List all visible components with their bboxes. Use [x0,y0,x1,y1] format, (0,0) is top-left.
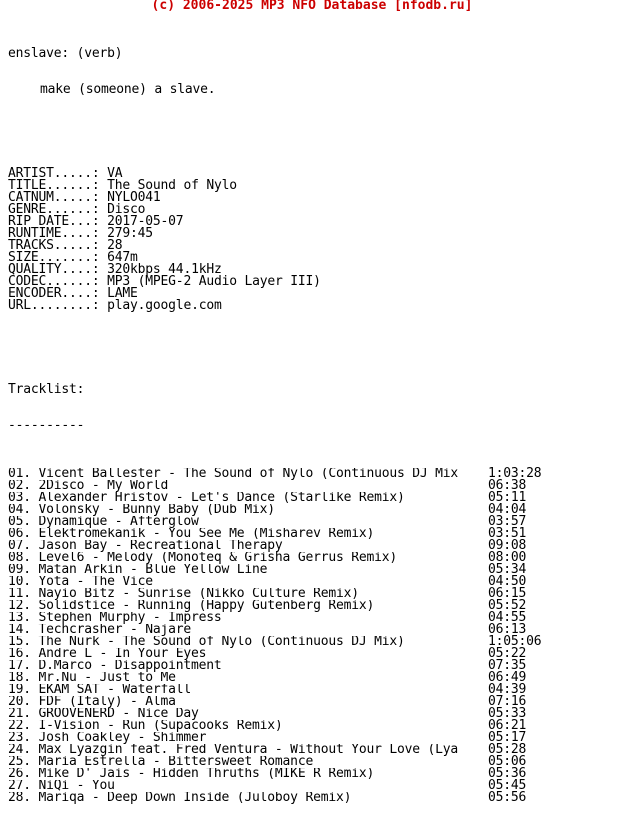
track-time: 05:06 [488,754,527,769]
definition-meaning: make (someone) a slave. [40,82,216,97]
info-value: NYLO041 [107,190,161,205]
track-time: 04:39 [488,682,527,697]
track-title: 05. Dynamique - Afterglow [8,516,199,528]
tracklist [8,468,618,804]
info-value: play.google.com [107,298,222,313]
track-time: 1:05:06 [488,634,542,649]
track-row [8,552,618,564]
track-title: 21. GROOVENERD - Nice Day [8,708,199,720]
track-title: 22. I-Vision - Run (Supacooks Remix) [8,720,283,732]
track-time: 06:21 [488,718,527,733]
track-row [8,780,618,792]
track-row [8,624,618,636]
track-row [8,744,618,756]
track-title: 07. Jason Bay - Recreational Therapy [8,540,283,552]
track-row [8,732,618,744]
track-title: 02. 2Disco - My World [8,480,169,492]
track-row [8,792,618,804]
tracklist-heading: Tracklist: [8,382,85,397]
track-row [8,756,618,768]
track-time: 03:51 [488,526,527,541]
info-label: CATNUM.....: [8,190,100,205]
track-row [8,612,618,624]
track-row [8,540,618,552]
track-row [8,504,618,516]
track-row [8,660,618,672]
track-row [8,696,618,708]
info-value: The Sound of Nylo [107,178,237,193]
track-time: 05:45 [488,778,527,793]
spacer [8,120,618,132]
track-row [8,672,618,684]
release-info [8,168,618,312]
track-time: 1:03:28 [488,466,542,481]
track-row [8,516,618,528]
track-row [8,636,618,648]
track-row [8,468,618,480]
track-row [8,528,618,540]
info-label: QUALITY....: [8,262,100,277]
info-label: RIP DATE...: [8,214,100,229]
info-value: LAME [107,286,138,301]
track-title: 16. Andre L - In Your Eyes [8,648,207,660]
track-title: 06. Elektromekanik - You See Me (Misharev Remix) [8,528,375,540]
track-time: 07:35 [488,658,527,673]
track-title: 10. Yota - The Vice [8,576,153,588]
track-time: 03:57 [488,514,527,529]
track-time: 06:13 [488,622,527,637]
info-label: RUNTIME....: [8,226,100,241]
info-label: SIZE.......: [8,250,100,265]
track-time: 06:38 [488,478,527,493]
info-label: URL........: [8,298,100,313]
track-time: 07:16 [488,694,527,709]
track-time: 05:36 [488,766,527,781]
definition-term: enslave: (verb) [8,46,123,61]
track-title: 15. The Nurk - The Sound of Nylo (Continuous DJ Mix) [8,636,405,648]
track-title: 27. NiQi - You [8,780,115,792]
spacer [8,348,618,360]
track-title: 14. Techcrasher - Najare [8,624,192,636]
track-title: 25. Maria Estrella - Bittersweet Romance [8,756,314,768]
info-value: VA [107,166,123,181]
track-title: 09. Matan Arkin - Blue Yellow Line [8,564,268,576]
track-row [8,648,618,660]
info-label: TITLE......: [8,178,100,193]
track-row [8,480,618,492]
track-time: 05:11 [488,490,527,505]
track-time: 04:50 [488,574,527,589]
track-row [8,492,618,504]
track-row [8,720,618,732]
track-time: 05:33 [488,706,527,721]
nfo-document [8,24,618,816]
track-title: 08. Level6 - Melody (Monoteq & Grisha Gerrus Remix) [8,552,397,564]
site-banner: (c) 2006-2025 MP3 NFO Database [nfodb.ru] [151,0,473,13]
info-value: Disco [107,202,146,217]
track-time: 05:34 [488,562,527,577]
track-time: 05:56 [488,790,527,805]
info-value: 320kbps 44.1kHz [107,262,222,277]
track-time: 05:17 [488,730,527,745]
info-label: ENCODER....: [8,286,100,301]
track-time: 09:08 [488,538,527,553]
track-row [8,576,618,588]
track-time: 08:00 [488,550,527,565]
track-title: 26. Mike D' Jais - Hidden Thruths (MIKE R Remix) [8,768,375,780]
track-time: 04:04 [488,502,527,517]
info-value: 647m [107,250,138,265]
info-label: ARTIST.....: [8,166,100,181]
track-title: 03. Alexander Hristov - Let's Dance (Starlike Remix) [8,492,405,504]
track-row [8,588,618,600]
info-label: GENRE......: [8,202,100,217]
track-title: 04. Volonsky - Bunny Baby (Dub Mix) [8,504,275,516]
track-title: 17. D.Marco - Disappointment [8,660,222,672]
track-row [8,600,618,612]
track-title: 19. EKAM SAT - Waterfall [8,684,192,696]
track-title: 12. Solidstice - Running (Happy Gutenberg Remix) [8,600,375,612]
info-value: MP3 (MPEG-2 Audio Layer III) [107,274,321,289]
info-row [8,300,618,312]
track-title: 13. Stephen Murphy - Impress [8,612,222,624]
track-title: 18. Mr.Nu - Just to Me [8,672,176,684]
track-title: 01. Vicent Ballester - The Sound of Nylo (Continuous DJ Mix [8,468,458,480]
track-time: 04:55 [488,610,527,625]
track-time: 06:49 [488,670,527,685]
track-row [8,564,618,576]
info-value: 28 [107,238,123,253]
track-row [8,684,618,696]
track-title: 28. Mariqa - Deep Down Inside (Juloboy Remix) [8,792,352,804]
track-title: 24. Max Lyazgin feat. Fred Ventura - Without Your Love (Lya [8,744,458,756]
info-label: TRACKS.....: [8,238,100,253]
track-time: 06:15 [488,586,527,601]
info-value: 2017-05-07 [107,214,184,229]
tracklist-underline: ---------- [8,418,85,433]
track-row [8,768,618,780]
track-title: 20. FDF (Italy) - Alma [8,696,176,708]
track-time: 05:28 [488,742,527,757]
info-label: CODEC......: [8,274,100,289]
info-value: 279:45 [107,226,153,241]
track-time: 05:52 [488,598,527,613]
track-row [8,708,618,720]
track-title: 23. Josh Coakley - Shimmer [8,732,207,744]
track-title: 11. Nayio Bitz - Sunrise (Nikko Culture Remix) [8,588,359,600]
track-time: 05:22 [488,646,527,661]
